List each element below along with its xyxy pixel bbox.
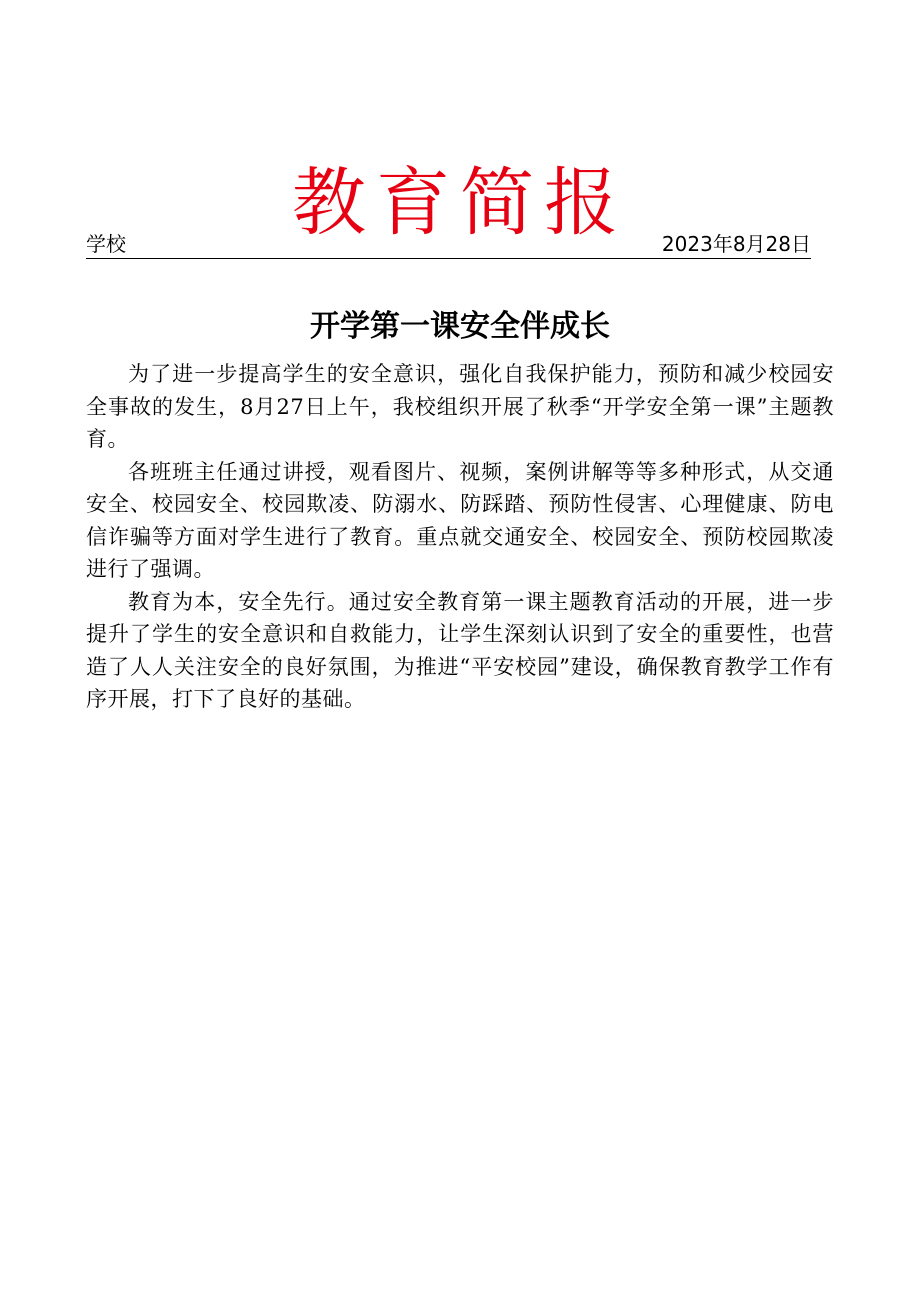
paragraph-2: 各班班主任通过讲授，观看图片、视频，案例讲解等等多种形式，从交通安全、校园安全、校园欺凌、防溺水、防踩踏、预防性侵害、心理健康、防电信诈骗等方面对学生进行了教育。重点就交通安全、校园安全、预防校园欺凌进行了强调。 <box>86 459 834 581</box>
article-body <box>86 358 834 716</box>
issue-date: 2023年8月28日 <box>661 232 811 256</box>
article-title: 开学第一课安全伴成长 <box>310 308 610 344</box>
masthead-title: 教育简报 <box>292 159 628 246</box>
paragraph-3: 教育为本，安全先行。通过安全教育第一课主题教育活动的开展，进一步提升了学生的安全意识和自救能力，让学生深刻认识到了安全的重要性，也营造了人人关注安全的良好氛围，为推进“平安校园”建设，确保教育教学工作有序开展，打下了良好的基础。 <box>86 589 834 711</box>
paragraph-1: 为了进一步提高学生的安全意识，强化自我保护能力，预防和减少校园安全事故的发生，8月27日上午，我校组织开展了秋季“开学安全第一课”主题教育。 <box>86 362 834 451</box>
school-label: 学校 <box>86 232 126 256</box>
meta-line <box>86 230 811 259</box>
